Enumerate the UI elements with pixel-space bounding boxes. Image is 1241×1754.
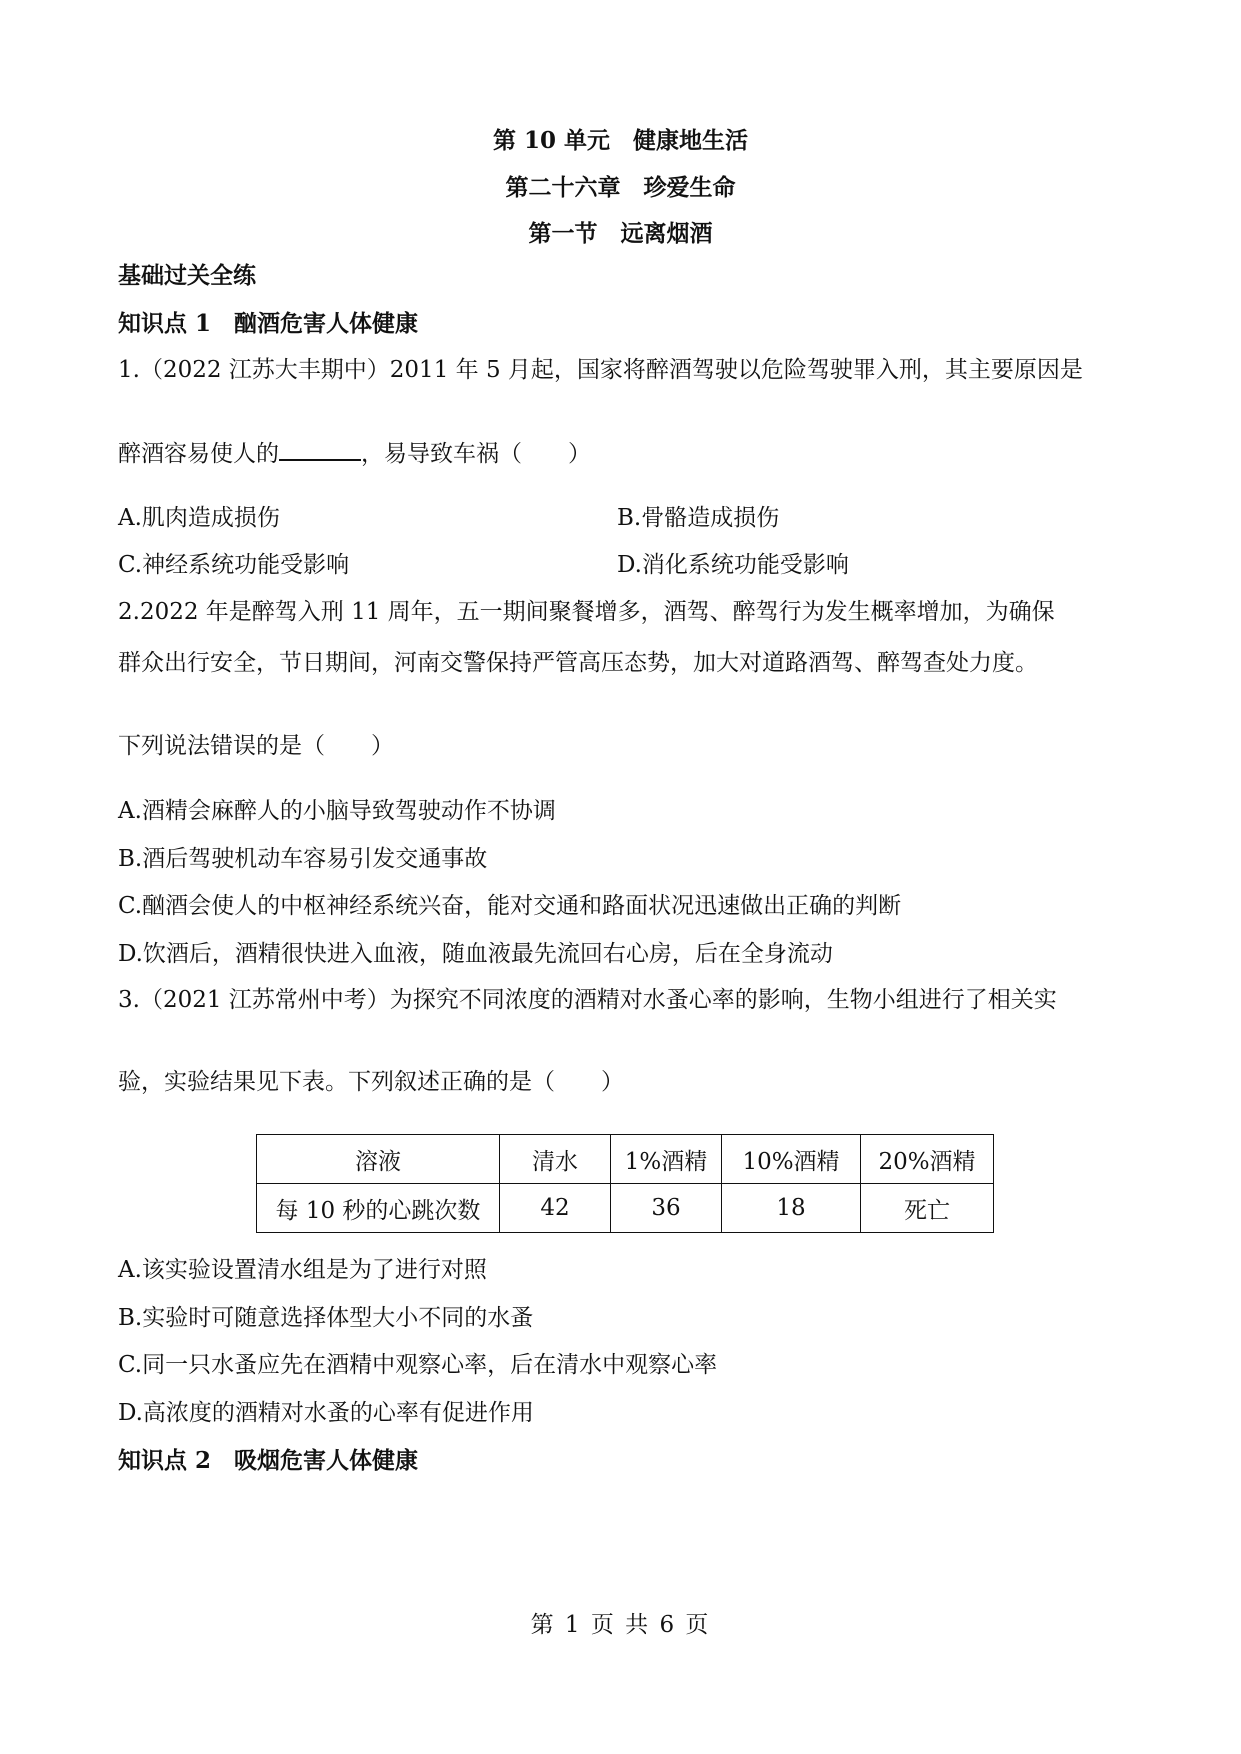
table-header-cell: 10%酒精 <box>722 1135 861 1184</box>
results-table <box>256 1134 994 1233</box>
table-header-cell: 20%酒精 <box>861 1135 994 1184</box>
table-cell: 36 <box>611 1184 722 1233</box>
q1-option-b: B.骨骼造成损伤 <box>617 505 780 531</box>
table-header-cell: 溶液 <box>257 1135 500 1184</box>
q2-option-c: C.酗酒会使人的中枢神经系统兴奋，能对交通和路面状况迅速做出正确的判断 <box>118 893 902 919</box>
chapter-title: 第二十六章 珍爱生命 <box>505 174 736 201</box>
q2-stem-line3: 下列说法错误的是（ ） <box>118 733 394 759</box>
q2-stem-line1: 2.2022 年是醉驾入刑 11 周年，五一期间聚餐增多，酒驾、醉驾行为发生概率增加，为确保 <box>118 599 1055 625</box>
table-cell: 42 <box>500 1184 611 1233</box>
knowledge-point-2-heading: 知识点 2 吸烟危害人体健康 <box>118 1447 419 1474</box>
q1-option-d: D.消化系统功能受影响 <box>617 552 849 578</box>
table-header-row <box>257 1135 994 1184</box>
q2-stem-line2: 群众出行安全，节日期间，河南交警保持严管高压态势，加大对道路酒驾、醉驾查处力度。 <box>118 650 1038 676</box>
q3-option-a: A.该实验设置清水组是为了进行对照 <box>118 1257 487 1283</box>
table-header-cell: 1%酒精 <box>611 1135 722 1184</box>
unit-title: 第 10 单元 健康地生活 <box>492 127 749 154</box>
q1-stem-part-a: 醉酒容易使人的 <box>118 441 279 467</box>
q1-fill-blank <box>279 437 361 461</box>
q3-option-b: B.实验时可随意选择体型大小不同的水蚤 <box>118 1305 534 1331</box>
table-row <box>257 1184 994 1233</box>
table-cell: 死亡 <box>861 1184 994 1233</box>
q3-stem-line1: 3.（2021 江苏常州中考）为探究不同浓度的酒精对水蚤心率的影响，生物小组进行了相关实 <box>118 987 1057 1013</box>
q1-option-c: C.神经系统功能受影响 <box>118 552 350 578</box>
q2-option-d: D.饮酒后，酒精很快进入血液，随血液最先流回右心房，后在全身流动 <box>118 941 833 967</box>
section-title: 第一节 远离烟酒 <box>528 220 713 247</box>
table-header-cell: 清水 <box>500 1135 611 1184</box>
table-cell: 18 <box>722 1184 861 1233</box>
page-footer: 第 1 页 共 6 页 <box>530 1612 711 1638</box>
q1-stem-line2 <box>118 437 591 470</box>
q1-option-a: A.肌肉造成损伤 <box>118 505 280 531</box>
q3-stem-line2: 验，实验结果见下表。下列叙述正确的是（ ） <box>118 1069 624 1095</box>
q2-option-b: B.酒后驾驶机动车容易引发交通事故 <box>118 846 488 872</box>
q3-option-c: C.同一只水蚤应先在酒精中观察心率，后在清水中观察心率 <box>118 1352 718 1378</box>
q2-option-a: A.酒精会麻醉人的小脑导致驾驶动作不协调 <box>118 798 556 824</box>
practice-heading: 基础过关全练 <box>118 262 256 289</box>
q3-option-d: D.高浓度的酒精对水蚤的心率有促进作用 <box>118 1400 534 1426</box>
table-cell: 每 10 秒的心跳次数 <box>257 1184 500 1233</box>
q1-stem-part-b: ，易导致车祸（ ） <box>361 441 591 467</box>
q1-stem-line1: 1.（2022 江苏大丰期中）2011 年 5 月起，国家将醉酒驾驶以危险驾驶罪入刑，其主要原因是 <box>118 357 1083 383</box>
knowledge-point-1-heading: 知识点 1 酗酒危害人体健康 <box>118 310 419 337</box>
